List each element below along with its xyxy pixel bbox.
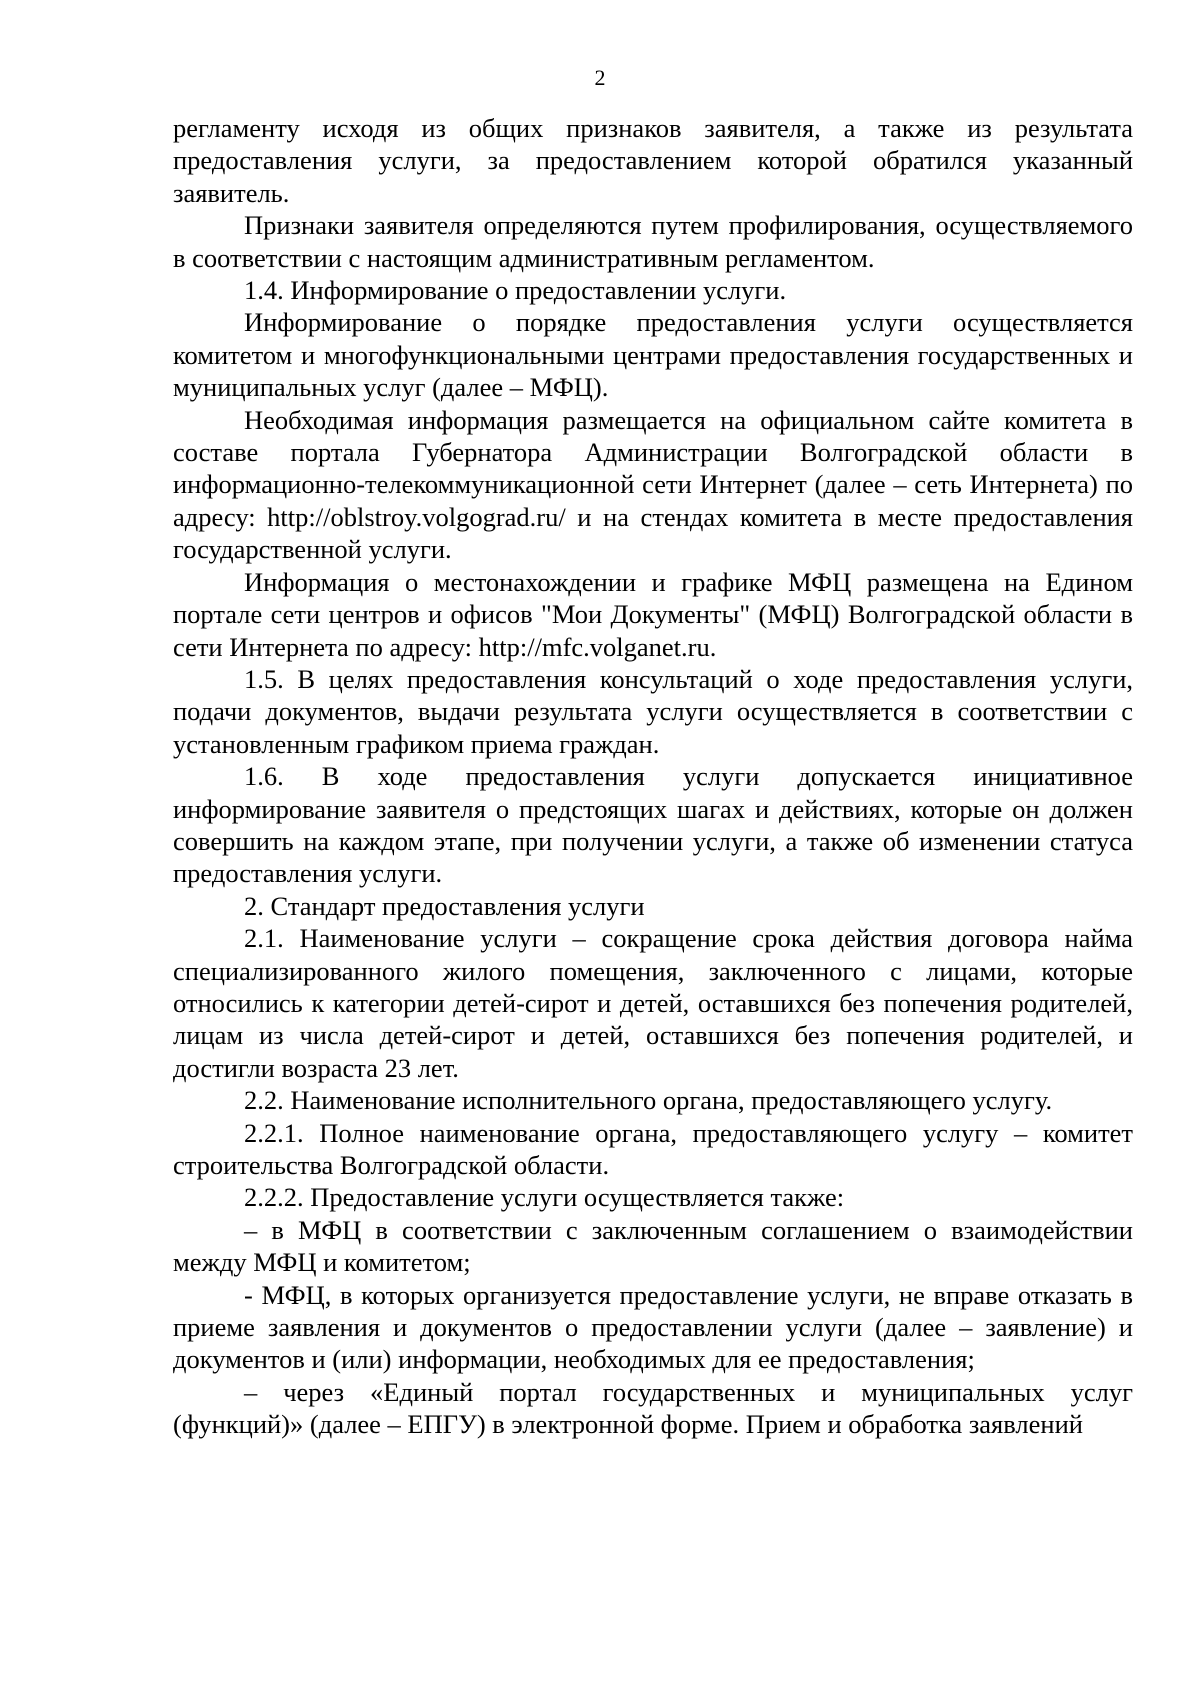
page-number: 2 [594, 65, 606, 90]
section-2-heading: 2. Стандарт предоставления услуги [244, 890, 645, 921]
clause-1-5: 1.5. В целях предоставления консультаций о ходе предоставления услуги, подачи документов, выдачи результата услуги осуществляется в соответствии с установленным графиком приема граждан. [173, 663, 1133, 759]
paragraph-mfc-location: Информация о местонахождении и графике МФЦ размещена на Едином портале сети центров и офисов "Мои Документы" (МФЦ) Волгоградской области в сети Интернета по адресу: http://mfc.volganet.ru. [173, 566, 1133, 662]
paragraph-official-site: Необходимая информация размещается на официальном сайте комитета в составе портала Губернатора Администрации Волгоградской области в информационно-телекоммуникационной сети Интернет (далее – сеть Интернета) по адресу: http://oblstroy.volgograd.ru/ и на стендах комитета в месте предоставления государственной услуги. [173, 404, 1133, 565]
clause-2-2: 2.2. Наименование исполнительного органа, предоставляющего услугу. [244, 1085, 1053, 1116]
list-item-mfc-agreement: – в МФЦ в соответствии с заключенным соглашением о взаимодействии между МФЦ и комитетом; [173, 1214, 1133, 1278]
paragraph-continuation: регламенту исходя из общих признаков заявителя, а также из результата предоставления услуги, за предоставлением которой обратился указанный заявитель. [173, 113, 1133, 208]
clause-2-1: 2.1. Наименование услуги – сокращение срока действия договора найма специализированного жилого помещения, заключенного с лицами, которые относились к категории детей-сирот и детей, оставшихся без попечения родителей, лицам из числа детей-сирот и детей, оставшихся без попечения родителей, и достигли возраста 23 лет. [173, 923, 1133, 1083]
paragraph-applicant-attributes: Признаки заявителя определяются путем профилирования, осуществляемого в соответствии с настоящим административным регламентом. [173, 210, 1133, 273]
list-item-epgu: – через «Единый портал государственных и муниципальных услуг (функций)» (далее – ЕПГУ) в электронной форме. Прием и обработка заявлений [173, 1376, 1133, 1440]
clause-2-2-1: 2.2.1. Полное наименование органа, предоставляющего услугу – комитет строительства Волгоградской области. [173, 1117, 1133, 1180]
clause-1-6: 1.6. В ходе предоставления услуги допускается инициативное информирование заявителя о предстоящих шагах и действиях, которые он должен совершить на каждом этапе, при получении услуги, а также об изменении статуса предоставления услуги. [173, 761, 1133, 889]
clause-1-4: 1.4. Информирование о предоставлении услуги. [244, 275, 787, 306]
clause-2-2-2: 2.2.2. Предоставление услуги осуществляется также: [244, 1182, 845, 1213]
document-body [173, 112, 1133, 1441]
paragraph-informing-order: Информирование о порядке предоставления услуги осуществляется комитетом и многофункциональными центрами предоставления государственных и муниципальных услуг (далее – МФЦ). [173, 307, 1133, 403]
list-item-mfc-no-refusal: - МФЦ, в которых организуется предоставление услуги, не вправе отказать в приеме заявления и документов о предоставлении услуги (далее – заявление) и документов и (или) информации, необходимых для ее предоставления; [173, 1279, 1133, 1375]
